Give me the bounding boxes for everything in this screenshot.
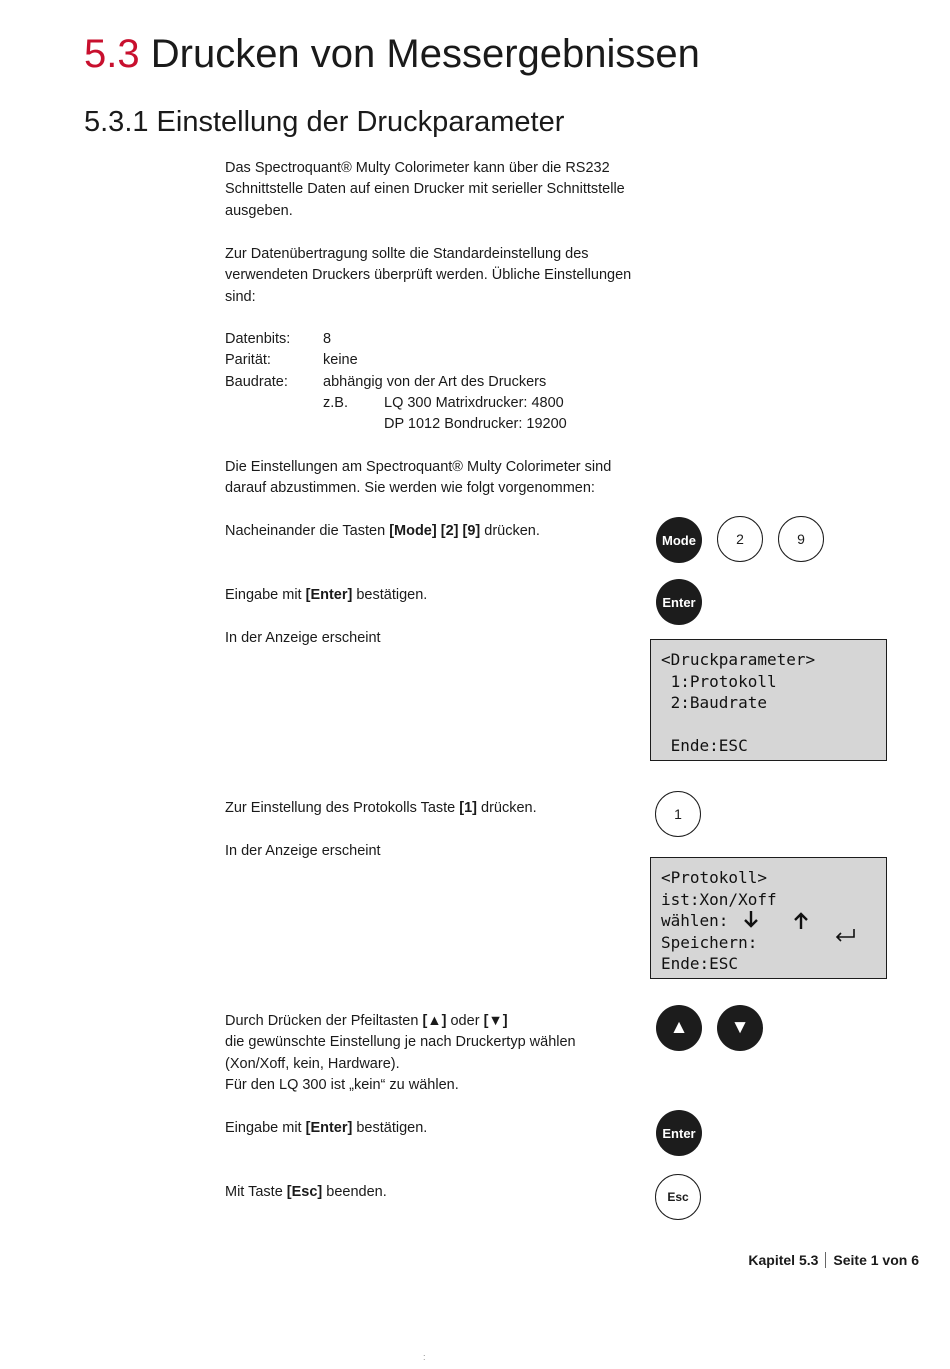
lcd-display-druckparameter: <Druckparameter> 1:Protokoll 2:Baudrate Ende:ESC (650, 639, 887, 761)
key-2: 2 (717, 516, 763, 562)
up-arrow-key: ▲ (656, 1005, 702, 1051)
example-label: z.B. (323, 395, 348, 411)
section-title: Drucken von Messergebnissen (150, 32, 700, 76)
step-display: In der Anzeige erscheint (225, 630, 381, 646)
key-9: 9 (778, 516, 824, 562)
esc-key: Esc (655, 1174, 701, 1220)
setting-value: keine (323, 352, 358, 368)
arrow-down-icon (743, 910, 759, 928)
check-paragraph: Zur Datenübertragung sollte die Standardeinstellung des verwendeten Druckers überprüft werden. Übliche Einstellungen sind: (225, 246, 632, 305)
step-arrows: Durch Drücken der Pfeiltasten [▲] oder [▼] die gewünschte Einstellung je nach Druckertyp wählen (Xon/Xoff, kein, Hardware). Für den LQ 300 ist „kein“ zu wählen. (225, 1013, 576, 1093)
step-confirm: Eingabe mit [Enter] bestätigen. (225, 1120, 428, 1136)
enter-key: Enter (656, 579, 702, 625)
setting-value: abhängig von der Art des Druckers (323, 374, 547, 390)
down-arrow-key: ▼ (717, 1005, 763, 1051)
section-number: 5.3 (84, 32, 140, 76)
step-confirm: Eingabe mit [Enter] bestätigen. (225, 587, 428, 603)
intro-paragraph: Das Spectroquant® Multy Colorimeter kann über die RS232 Schnittstelle Daten auf einen Drucker mit serieller Schnittstelle ausgeben. (225, 160, 625, 219)
page-footer (748, 1252, 919, 1268)
step-display: In der Anzeige erscheint (225, 843, 381, 859)
example-line: LQ 300 Matrixdrucker: 4800 (384, 395, 564, 411)
mode-key: Mode (656, 517, 702, 563)
arrow-up-icon (793, 912, 809, 930)
footer-divider (825, 1252, 826, 1268)
step-protocol: Zur Einstellung des Protokolls Taste [1] drücken. (225, 800, 537, 816)
setting-value: 8 (323, 331, 332, 347)
footer-page: Seite 1 von 6 (833, 1252, 919, 1268)
setting-label: Parität: (225, 352, 271, 368)
setting-label: Baudrate: (225, 374, 288, 390)
step-finish: Mit Taste [Esc] beenden. (225, 1184, 387, 1200)
adjust-paragraph: Die Einstellungen am Spectroquant® Multy Colorimeter sind darauf abzustimmen. Sie werden wie folgt vorgenommen: (225, 459, 612, 497)
lcd-display-protokoll: <Protokoll> ist:Xon/Xoff wählen: Speichern: Ende:ESC (650, 857, 887, 979)
footer-chapter: Kapitel 5.3 (748, 1252, 819, 1268)
subsection-title: 5.3.1 Einstellung der Druckparameter (84, 106, 565, 138)
bottom-mark: : (423, 1352, 426, 1362)
key-1: 1 (655, 791, 701, 837)
page-title (84, 30, 700, 78)
setting-label: Datenbits: (225, 331, 291, 347)
enter-key: Enter (656, 1110, 702, 1156)
return-icon (834, 928, 856, 942)
step-press-keys: Nacheinander die Tasten [Mode] [2] [9] drücken. (225, 523, 540, 539)
example-line: DP 1012 Bondrucker: 19200 (384, 416, 567, 432)
